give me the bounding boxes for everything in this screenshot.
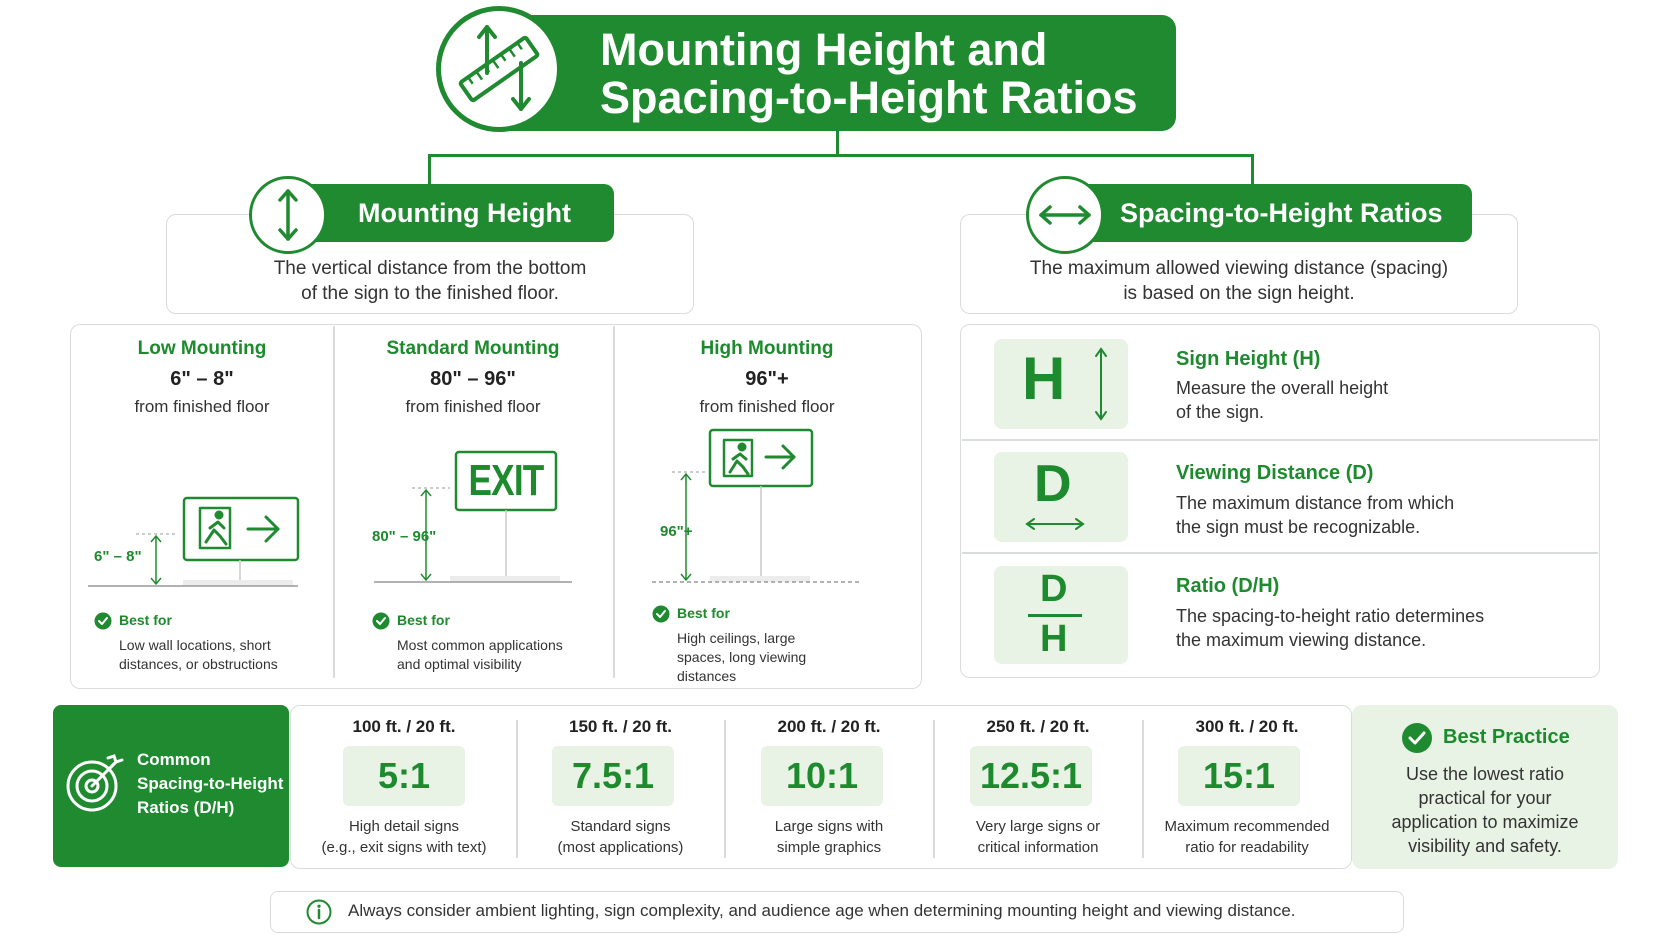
- info-note-text: Always consider ambient lighting, sign complexity, and audience age when determining mounting height and viewing distance.: [348, 901, 1296, 920]
- standard-mounting-dim: 80" – 96": [372, 528, 437, 545]
- check-circle-icon: [1401, 722, 1433, 754]
- connector-bar: [428, 154, 1254, 157]
- sign-height-desc: Measure the overall height of the sign.: [1176, 378, 1389, 422]
- standard-mounting-title: Standard Mounting: [386, 338, 560, 359]
- mounting-header: Mounting Height: [300, 184, 614, 242]
- ruler-height-icon: [436, 6, 562, 132]
- viewing-distance-desc: The maximum distance from which the sign must be recognizable.: [1176, 493, 1455, 537]
- ratio-head: 150 ft. / 20 ft.: [569, 717, 672, 736]
- connector-left: [428, 154, 431, 184]
- row-divider: [962, 439, 1598, 441]
- best-for-label: Best for: [397, 612, 450, 628]
- ratio-value: 10:1: [761, 746, 883, 806]
- low-mounting-value: 6" – 8": [170, 368, 234, 390]
- row-divider: [962, 552, 1598, 554]
- ratio-value: 5:1: [343, 746, 465, 806]
- low-mounting-best: Low wall locations, short distances, or obstructions: [119, 637, 278, 672]
- check-circle-icon: [372, 612, 390, 630]
- low-mounting-dim: 6" – 8": [94, 548, 142, 565]
- ratio-desc: The spacing-to-height ratio determines the maximum viewing distance.: [1176, 606, 1485, 650]
- height-symbol: H: [1022, 345, 1066, 412]
- spacing-desc: The maximum allowed viewing distance (spacing) is based on the sign height.: [1029, 258, 1449, 304]
- exit-sign-text: EXIT: [468, 456, 544, 505]
- title-line-1: Mounting Height and: [600, 24, 1048, 75]
- ratio-head: 300 ft. / 20 ft.: [1195, 717, 1299, 736]
- fraction-bar: [1028, 614, 1082, 617]
- ratio-desc: High detail signs (e.g., exit signs with text): [321, 818, 487, 856]
- ratio-head: 100 ft. / 20 ft.: [352, 717, 456, 736]
- page-title: [600, 26, 1160, 122]
- common-ratios-label: Common Spacing-to-Height Ratios (D/H): [137, 750, 284, 817]
- low-mounting-title: Low Mounting: [137, 338, 267, 359]
- vertical-arrow-icon: [249, 176, 327, 254]
- ratio-desc: Large signs with simple graphics: [774, 818, 884, 856]
- info-icon: [306, 899, 332, 925]
- low-mounting-illustration: [88, 490, 308, 600]
- high-mounting-sub: from finished floor: [699, 397, 835, 416]
- ratio-desc: Standard signs (most applications): [557, 818, 684, 856]
- ratio-desc: Very large signs or critical information: [975, 818, 1101, 856]
- sign-height-title: Sign Height (H): [1176, 348, 1321, 370]
- best-practice-title: Best Practice: [1443, 726, 1570, 748]
- target-icon: [64, 750, 128, 814]
- standard-mounting-value: 80" – 96": [430, 368, 516, 390]
- ratio-desc: Maximum recommended ratio for readability: [1164, 818, 1330, 856]
- high-mounting-dim: 96"+: [660, 523, 693, 540]
- high-mounting-best: High ceilings, large spaces, long viewing distances: [677, 630, 807, 684]
- best-practice-desc: Use the lowest ratio practical for your application to maximize visibility and safety.: [1391, 764, 1579, 856]
- vertical-arrow-icon: [1090, 346, 1112, 422]
- horizontal-arrow-icon: [1024, 516, 1086, 532]
- ratio-value: 15:1: [1178, 746, 1300, 806]
- distance-symbol: D: [1034, 455, 1072, 513]
- ratio-head: 250 ft. / 20 ft.: [986, 717, 1090, 736]
- best-for-label: Best for: [677, 605, 730, 621]
- standard-mounting-best: Most common applications and optimal visibility: [397, 637, 563, 672]
- connector-right: [1251, 154, 1254, 184]
- ratio-numerator: D: [1040, 568, 1068, 610]
- ratio-denominator: H: [1040, 618, 1068, 660]
- mounting-desc: The vertical distance from the bottom of the sign to the finished floor.: [273, 258, 587, 304]
- check-circle-icon: [652, 605, 670, 623]
- high-mounting-illustration: [650, 426, 870, 596]
- standard-mounting-sub: from finished floor: [405, 397, 541, 416]
- low-mounting-sub: from finished floor: [134, 397, 270, 416]
- best-for-label: Best for: [119, 612, 172, 628]
- horizontal-arrow-icon: [1026, 176, 1104, 254]
- ratio-head: 200 ft. / 20 ft.: [777, 717, 881, 736]
- high-mounting-value: 96"+: [745, 368, 789, 390]
- ratio-value: 7.5:1: [552, 746, 674, 806]
- ratio-value: 12.5:1: [970, 746, 1092, 806]
- check-circle-icon: [94, 612, 112, 630]
- spacing-header: Spacing-to-Height Ratios: [1062, 184, 1472, 242]
- high-mounting-title: High Mounting: [700, 338, 834, 359]
- connector-stem: [836, 131, 839, 156]
- title-line-2: Spacing-to-Height Ratios: [600, 72, 1138, 123]
- ratio-title: Ratio (D/H): [1176, 575, 1280, 597]
- viewing-distance-title: Viewing Distance (D): [1176, 462, 1374, 484]
